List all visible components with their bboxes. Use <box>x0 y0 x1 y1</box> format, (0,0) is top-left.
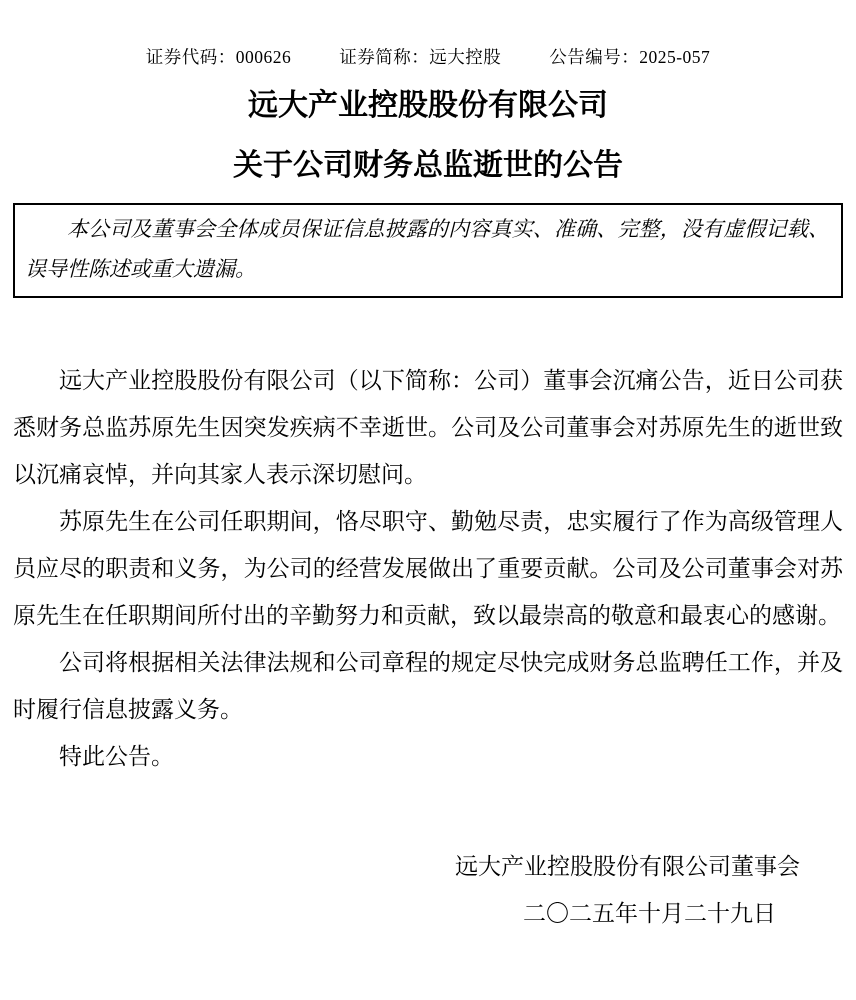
signature-company: 远大产业控股股份有限公司董事会 <box>455 854 800 879</box>
disclaimer-box <box>13 203 843 298</box>
announcement-title: 关于公司财务总监逝世的公告 <box>233 149 623 182</box>
body-paragraph-1: 远大产业控股股份有限公司（以下简称：公司）董事会沉痛公告，近日公司获悉财务总监苏原先生因突发疾病不幸逝世。公司及公司董事会对苏原先生的逝世致以沉痛哀悼，并向其家人表示深切慰问。 <box>13 368 843 487</box>
stock-short-name-label: 证券简称： <box>339 47 430 67</box>
document-header <box>13 0 843 68</box>
signature-block <box>13 843 843 937</box>
stock-short-name <box>339 46 501 68</box>
disclaimer-text: 本公司及董事会全体成员保证信息披露的内容真实、准确、完整，没有虚假记载、误导性陈述或重大遗漏。 <box>25 217 829 281</box>
signature-date: 二〇二五年十月二十九日 <box>523 901 776 926</box>
announcement-number <box>549 46 710 68</box>
body-paragraph-3: 公司将根据相关法律法规和公司章程的规定尽快完成财务总监聘任工作，并及时履行信息披露义务。 <box>13 650 843 722</box>
stock-short-name-value: 远大控股 <box>429 47 502 67</box>
company-name-title: 远大产业控股股份有限公司 <box>248 89 608 122</box>
stock-code <box>146 46 292 68</box>
announcement-number-value: 2025-057 <box>639 47 711 67</box>
closing-statement: 特此公告。 <box>59 744 174 769</box>
stock-code-label: 证券代码： <box>145 47 236 67</box>
announcement-body <box>13 357 843 780</box>
stock-code-value: 000626 <box>235 47 292 67</box>
body-paragraph-2: 苏原先生在公司任职期间，恪尽职守、勤勉尽责，忠实履行了作为高级管理人员应尽的职责和义务，为公司的经营发展做出了重要贡献。公司及公司董事会对苏原先生在任职期间所付出的辛勤努力和贡献，致以最崇高的敬意和最衷心的感谢。 <box>13 509 843 628</box>
announcement-number-label: 公告编号： <box>549 47 640 67</box>
